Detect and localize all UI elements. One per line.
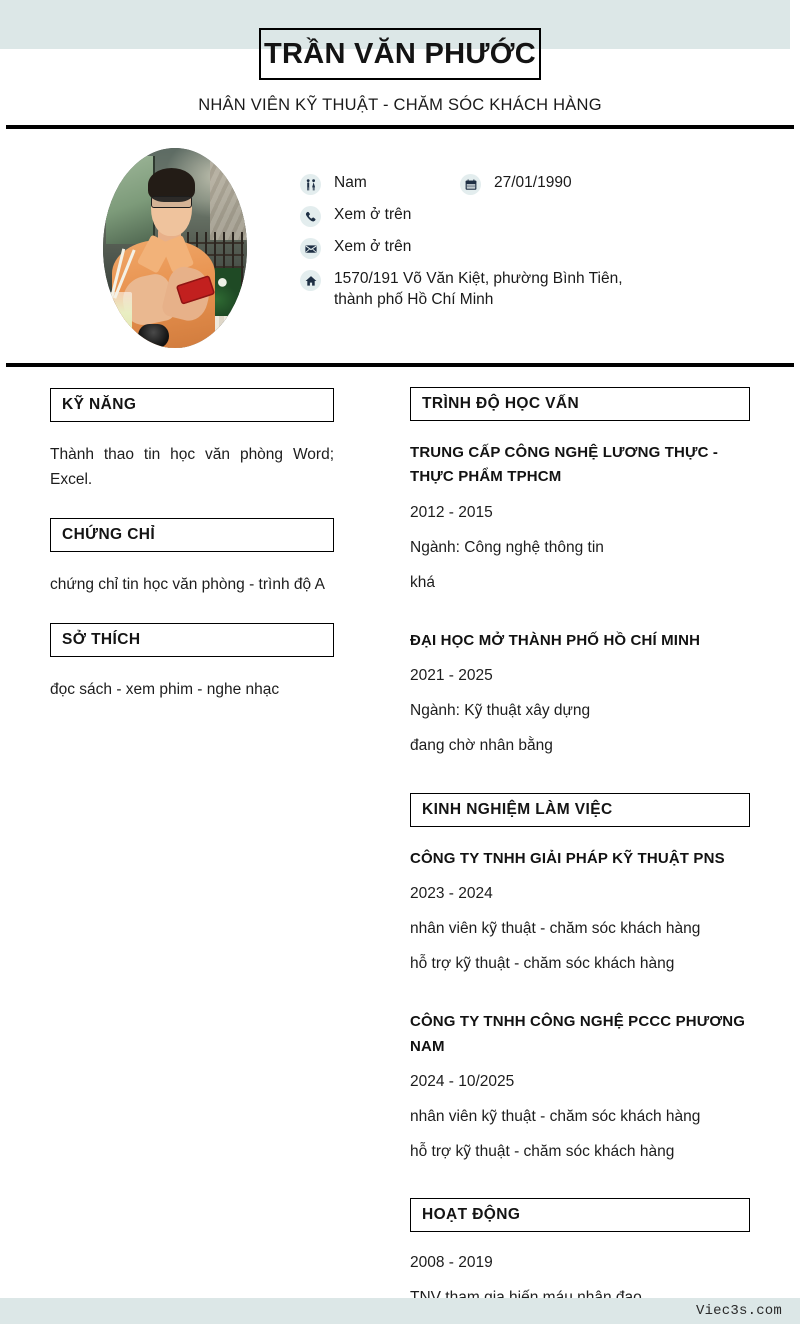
phone-icon	[300, 206, 321, 227]
experience-org: CÔNG TY TNHH CÔNG NGHỆ PCCC PHƯƠNG NAM	[410, 1013, 746, 1055]
section-header-education	[410, 387, 750, 421]
skills-body: Thành thao tin học văn phòng Word; Excel.	[50, 446, 334, 489]
calendar-icon	[460, 174, 481, 195]
photo-bowl	[138, 324, 170, 348]
email-value: Xem ở trên	[334, 238, 412, 255]
experience-role: nhân viên kỹ thuật - chăm sóc khách hàng	[410, 920, 701, 938]
photo-glasses	[151, 196, 193, 208]
section-title-experience: KINH NGHIỆM LÀM VIỆC	[422, 800, 613, 818]
section-header-activities	[410, 1198, 750, 1232]
section-title-skills: KỸ NĂNG	[62, 396, 137, 413]
experience-period: 2024 - 10/2025	[410, 1072, 515, 1090]
envelope-icon	[300, 238, 321, 259]
experience-detail: hỗ trợ kỹ thuật - chăm sóc khách hàng	[410, 955, 675, 973]
experience-entry	[410, 1010, 750, 1164]
education-org: ĐẠI HỌC MỞ THÀNH PHỐ HỒ CHÍ MINH	[410, 631, 701, 649]
experience-role: nhân viên kỹ thuật - chăm sóc khách hàng	[410, 1107, 701, 1125]
phone-value: Xem ở trên	[334, 206, 412, 223]
interests-body: đọc sách - xem phim - nghe nhạc	[50, 681, 280, 699]
right-column	[410, 387, 750, 1310]
section-header-certificates	[50, 518, 334, 552]
left-column	[50, 388, 334, 703]
education-major: Ngành: Công nghệ thông tin	[410, 538, 604, 556]
education-entry	[410, 441, 750, 595]
section-title-certificates: CHỨNG CHỈ	[62, 526, 156, 544]
contact-row-phone	[300, 205, 770, 227]
gender-icon	[300, 174, 321, 195]
photo-stone-wall	[210, 160, 247, 240]
section-header-experience	[410, 793, 750, 827]
certificates-body: chứng chỉ tin học văn phòng - trình độ A	[50, 576, 325, 594]
photo-drink-glass	[107, 292, 131, 344]
education-major: Ngành: Kỹ thuật xây dựng	[410, 702, 591, 720]
contact-row-gender-birthday	[300, 173, 770, 195]
experience-period: 2023 - 2024	[410, 884, 493, 902]
avatar	[103, 148, 247, 348]
experience-entry	[410, 847, 750, 977]
contact-row-address	[300, 269, 770, 310]
education-note: khá	[410, 573, 435, 591]
contact-gender	[300, 173, 460, 195]
gender-value: Nam	[334, 174, 367, 191]
contact-address	[300, 269, 664, 310]
education-note: đang chờ nhân bằng	[410, 737, 553, 755]
experience-detail: hỗ trợ kỹ thuật - chăm sóc khách hàng	[410, 1143, 675, 1161]
candidate-name: TRẦN VĂN PHƯỚC	[263, 37, 537, 70]
section-title-education: TRÌNH ĐỘ HỌC VẤN	[422, 395, 580, 412]
cv-header	[0, 0, 800, 127]
education-period: 2012 - 2015	[410, 503, 493, 521]
address-value: 1570/191 Võ Văn Kiệt, phường Bình Tiên, thành phố Hồ Chí Minh	[334, 270, 623, 308]
education-entry	[410, 629, 750, 759]
education-org: TRUNG CẤP CÔNG NGHỆ LƯƠNG THỰC - THỰC PHẨM TPHCM	[410, 444, 719, 486]
education-period: 2021 - 2025	[410, 667, 493, 685]
contact-details	[300, 173, 770, 320]
section-header-skills	[50, 388, 334, 422]
experience-org: CÔNG TY TNHH GIẢI PHÁP KỸ THUẬT PNS	[410, 849, 725, 867]
contact-birthday	[460, 173, 572, 195]
contact-email	[300, 237, 411, 259]
identity-divider-rule	[6, 363, 794, 367]
footer-band	[0, 1298, 800, 1324]
candidate-job-title: NHÂN VIÊN KỸ THUẬT - CHĂM SÓC KHÁCH HÀNG	[198, 96, 602, 114]
birthday-value: 27/01/1990	[494, 174, 572, 191]
photo-window	[106, 156, 155, 244]
section-title-interests: SỞ THÍCH	[62, 631, 141, 649]
activity-period: 2008 - 2019	[410, 1254, 493, 1272]
identity-section	[0, 129, 800, 363]
footer-brand: Viec3s.com	[695, 1303, 782, 1319]
candidate-name-box	[259, 28, 541, 80]
contact-row-email	[300, 237, 770, 259]
home-icon	[300, 270, 321, 291]
contact-phone	[300, 205, 411, 227]
section-header-interests	[50, 623, 334, 657]
section-title-activities: HOẠT ĐỘNG	[422, 1206, 521, 1224]
